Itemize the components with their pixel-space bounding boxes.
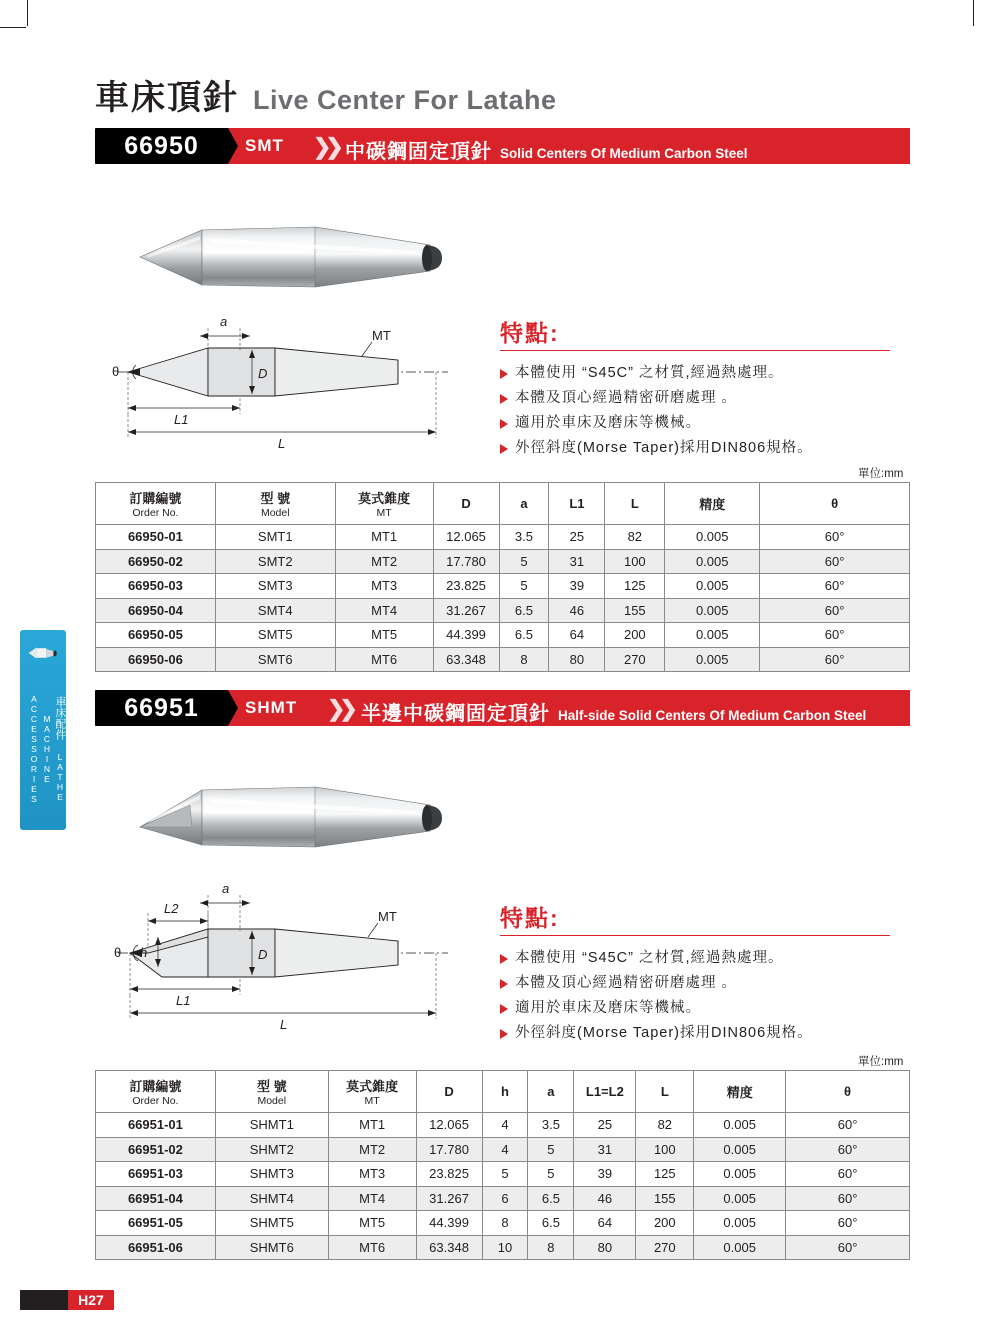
- col-mt: 莫式錐度 MT: [328, 1071, 416, 1113]
- cell-l: 200: [636, 1211, 694, 1236]
- drawing-label-a: a: [220, 314, 228, 329]
- cell-l1: 31: [549, 549, 605, 574]
- cell-accuracy: 0.005: [665, 574, 760, 599]
- cell-model: SMT6: [215, 647, 335, 672]
- table-row: [96, 574, 910, 599]
- section-banner-66951: [95, 690, 910, 726]
- feature-text: 本體及頂心經過精密研磨處理 。: [515, 390, 738, 406]
- bullet-triangle-icon: [500, 1029, 508, 1039]
- table-row: [96, 1235, 910, 1260]
- cell-l1: 46: [549, 598, 605, 623]
- cell-model: SMT2: [215, 549, 335, 574]
- cell-l1-l2: 64: [574, 1211, 636, 1236]
- cell-order-no: 66950-06: [96, 647, 216, 672]
- table-row: [96, 549, 910, 574]
- section-code-badge: 66951: [95, 690, 228, 726]
- drawing-label-theta: θ: [114, 945, 122, 960]
- features-list: [500, 361, 910, 461]
- cell-a: 5: [499, 549, 549, 574]
- section-code-badge: 66950: [95, 128, 228, 164]
- section-title-cn: 中碳鋼固定頂針: [345, 141, 492, 163]
- cell-d: 63.348: [416, 1235, 482, 1260]
- cell-theta: 60°: [760, 623, 910, 648]
- cell-order-no: 66951-02: [96, 1137, 216, 1162]
- cell-h: 4: [482, 1137, 528, 1162]
- section-banner-66950: [95, 128, 910, 164]
- cell-h: 5: [482, 1162, 528, 1187]
- drawing-label-theta: θ: [112, 364, 120, 379]
- cell-d: 31.267: [433, 598, 499, 623]
- cell-d: 17.780: [433, 549, 499, 574]
- cell-accuracy: 0.005: [694, 1113, 786, 1138]
- cell-d: 23.825: [416, 1162, 482, 1187]
- col-d: D: [433, 483, 499, 525]
- technical-drawing-shmt: [100, 875, 480, 1040]
- col-accuracy: 精度: [694, 1071, 786, 1113]
- feature-text: 適用於車床及磨床等機械。: [515, 415, 701, 431]
- cell-accuracy: 0.005: [694, 1211, 786, 1236]
- cell-order-no: 66951-04: [96, 1186, 216, 1211]
- cell-l: 270: [605, 647, 665, 672]
- cell-theta: 60°: [786, 1137, 910, 1162]
- features-block-66950: [500, 315, 910, 461]
- cell-l1-l2: 80: [574, 1235, 636, 1260]
- cell-mt: MT2: [335, 549, 433, 574]
- col-a: a: [499, 483, 549, 525]
- spec-table-66951: [95, 1070, 910, 1260]
- page-footer: [20, 1290, 114, 1310]
- drawing-label-l2: L2: [164, 901, 179, 916]
- col-accuracy: 精度: [665, 483, 760, 525]
- cell-theta: 60°: [786, 1211, 910, 1236]
- crop-mark-top-left: [27, 0, 28, 26]
- cell-model: SMT1: [215, 525, 335, 550]
- col-d: D: [416, 1071, 482, 1113]
- feature-item: [500, 1021, 910, 1046]
- side-tab-en: LATHE MACHINE ACCESSORIES: [29, 693, 65, 804]
- feature-item: [500, 361, 910, 386]
- cell-mt: MT1: [335, 525, 433, 550]
- cell-accuracy: 0.005: [665, 647, 760, 672]
- cell-mt: MT6: [335, 647, 433, 672]
- cell-l: 82: [605, 525, 665, 550]
- col-theta: θ: [760, 483, 910, 525]
- cell-accuracy: 0.005: [694, 1162, 786, 1187]
- cell-order-no: 66950-02: [96, 549, 216, 574]
- section-title-cn: 半邊中碳鋼固定頂針: [361, 703, 550, 725]
- cell-theta: 60°: [786, 1113, 910, 1138]
- cell-a: 6.5: [499, 623, 549, 648]
- cell-l1-l2: 46: [574, 1186, 636, 1211]
- drawing-label-h: h: [140, 945, 148, 960]
- features-rule: [500, 935, 890, 936]
- cell-model: SMT4: [215, 598, 335, 623]
- col-model: 型 號 Model: [215, 1071, 328, 1113]
- feature-item: [500, 411, 910, 436]
- cell-h: 10: [482, 1235, 528, 1260]
- cell-model: SHMT1: [215, 1113, 328, 1138]
- cell-h: 8: [482, 1211, 528, 1236]
- cell-model: SHMT4: [215, 1186, 328, 1211]
- feature-text: 本體及頂心經過精密研磨處理 。: [515, 975, 738, 991]
- cell-theta: 60°: [760, 574, 910, 599]
- cell-d: 12.065: [433, 525, 499, 550]
- cell-order-no: 66950-05: [96, 623, 216, 648]
- crop-mark-top-left-h: [0, 27, 26, 28]
- features-list: [500, 946, 910, 1046]
- cell-model: SHMT5: [215, 1211, 328, 1236]
- feature-item: [500, 946, 910, 971]
- table-row: [96, 1186, 910, 1211]
- cell-mt: MT4: [328, 1186, 416, 1211]
- section-model-tag: SMT: [245, 136, 284, 155]
- unit-label-2: 單位:mm: [858, 1056, 904, 1068]
- col-mt: 莫式錐度 MT: [335, 483, 433, 525]
- cell-d: 12.065: [416, 1113, 482, 1138]
- feature-text: 外徑斜度(Morse Taper)採用DIN806規格。: [515, 440, 813, 456]
- col-order-no: 訂購編號 Order No.: [96, 483, 216, 525]
- cell-theta: 60°: [786, 1235, 910, 1260]
- cell-d: 23.825: [433, 574, 499, 599]
- cell-l1-l2: 39: [574, 1162, 636, 1187]
- cell-mt: MT5: [335, 623, 433, 648]
- bullet-triangle-icon: [500, 979, 508, 989]
- cell-a: 5: [528, 1162, 574, 1187]
- cell-l1-l2: 25: [574, 1113, 636, 1138]
- cell-accuracy: 0.005: [665, 525, 760, 550]
- cell-l1: 80: [549, 647, 605, 672]
- col-l1-l2: L1=L2: [574, 1071, 636, 1113]
- cell-a: 8: [528, 1235, 574, 1260]
- table-row: [96, 525, 910, 550]
- table-row: [96, 598, 910, 623]
- cell-order-no: 66950-04: [96, 598, 216, 623]
- crop-mark-top-right: [973, 0, 974, 26]
- cell-model: SHMT3: [215, 1162, 328, 1187]
- cell-a: 3.5: [528, 1113, 574, 1138]
- drawing-label-d: D: [258, 947, 268, 962]
- cell-l1: 25: [549, 525, 605, 550]
- drawing-label-l1: L1: [174, 412, 189, 427]
- cell-l1: 39: [549, 574, 605, 599]
- cell-model: SHMT2: [215, 1137, 328, 1162]
- feature-text: 適用於車床及磨床等機械。: [515, 1000, 701, 1016]
- bullet-triangle-icon: [500, 369, 508, 379]
- feature-item: [500, 436, 910, 461]
- table-row: [96, 623, 910, 648]
- cell-order-no: 66951-01: [96, 1113, 216, 1138]
- cell-l: 100: [636, 1137, 694, 1162]
- table-row: [96, 1137, 910, 1162]
- cell-d: 44.399: [433, 623, 499, 648]
- table-row: [96, 1113, 910, 1138]
- chevron-right-icon: ❯❯: [327, 696, 352, 721]
- page-title: [95, 70, 557, 119]
- section-titles: [345, 128, 748, 164]
- side-tab-cn: 車床配件: [54, 695, 66, 740]
- section-titles: [361, 690, 866, 726]
- cell-l: 155: [605, 598, 665, 623]
- cell-order-no: 66951-06: [96, 1235, 216, 1260]
- bullet-triangle-icon: [500, 1004, 508, 1014]
- bullet-triangle-icon: [500, 419, 508, 429]
- col-l: L: [605, 483, 665, 525]
- cell-h: 4: [482, 1113, 528, 1138]
- drawing-label-l: L: [280, 1017, 288, 1032]
- cell-mt: MT3: [335, 574, 433, 599]
- cell-model: SMT3: [215, 574, 335, 599]
- drawing-label-l1: L1: [176, 993, 191, 1008]
- feature-text: 本體使用 “S45C” 之材質,經過熱處理。: [515, 365, 784, 381]
- features-rule: [500, 350, 890, 351]
- cell-a: 3.5: [499, 525, 549, 550]
- table-row: [96, 1211, 910, 1236]
- cell-l1: 64: [549, 623, 605, 648]
- cell-a: 6.5: [499, 598, 549, 623]
- technical-drawing-smt: [100, 310, 480, 460]
- cell-a: 6.5: [528, 1211, 574, 1236]
- cell-accuracy: 0.005: [665, 623, 760, 648]
- features-title: 特點:: [500, 320, 560, 346]
- cell-order-no: 66950-03: [96, 574, 216, 599]
- unit-label-1: 單位:mm: [858, 468, 904, 480]
- col-model: 型 號 Model: [215, 483, 335, 525]
- cell-order-no: 66951-03: [96, 1162, 216, 1187]
- cell-d: 17.780: [416, 1137, 482, 1162]
- cell-l: 100: [605, 549, 665, 574]
- cell-mt: MT3: [328, 1162, 416, 1187]
- cell-mt: MT4: [335, 598, 433, 623]
- col-theta: θ: [786, 1071, 910, 1113]
- cell-theta: 60°: [760, 598, 910, 623]
- feature-item: [500, 386, 910, 411]
- drawing-label-a: a: [222, 881, 230, 896]
- cell-theta: 60°: [760, 647, 910, 672]
- page-title-cn: 車床頂針: [95, 79, 239, 117]
- drawing-label-mt: MT: [372, 328, 391, 343]
- feature-text: 本體使用 “S45C” 之材質,經過熱處理。: [515, 950, 784, 966]
- drawing-label-d: D: [258, 366, 268, 381]
- table-row: [96, 1162, 910, 1187]
- section-title-en: Half-side Solid Centers Of Medium Carbon Steel: [558, 708, 867, 723]
- cell-accuracy: 0.005: [694, 1186, 786, 1211]
- cell-mt: MT6: [328, 1235, 416, 1260]
- side-tab-category[interactable]: [20, 630, 66, 830]
- page-title-en: Live Center For Latahe: [253, 85, 557, 115]
- product-photo-smt: [130, 205, 490, 305]
- bullet-triangle-icon: [500, 394, 508, 404]
- cell-accuracy: 0.005: [694, 1235, 786, 1260]
- cell-l: 270: [636, 1235, 694, 1260]
- cell-model: SMT5: [215, 623, 335, 648]
- cell-l: 125: [636, 1162, 694, 1187]
- cell-a: 6.5: [528, 1186, 574, 1211]
- drawing-label-mt: MT: [378, 909, 397, 924]
- col-h: h: [482, 1071, 528, 1113]
- feature-item: [500, 971, 910, 996]
- table-row: [96, 647, 910, 672]
- table-header-row: [96, 483, 910, 525]
- cell-accuracy: 0.005: [694, 1137, 786, 1162]
- cell-l1-l2: 31: [574, 1137, 636, 1162]
- col-a: a: [528, 1071, 574, 1113]
- cell-theta: 60°: [786, 1162, 910, 1187]
- footer-page-code: H27: [68, 1290, 114, 1310]
- cell-h: 6: [482, 1186, 528, 1211]
- side-tab-text: [20, 676, 66, 821]
- table-header-row: [96, 1071, 910, 1113]
- cell-d: 63.348: [433, 647, 499, 672]
- cell-l: 82: [636, 1113, 694, 1138]
- feature-text: 外徑斜度(Morse Taper)採用DIN806規格。: [515, 1025, 813, 1041]
- bullet-triangle-icon: [500, 444, 508, 454]
- cell-accuracy: 0.005: [665, 549, 760, 574]
- cell-l: 155: [636, 1186, 694, 1211]
- features-block-66951: [500, 900, 910, 1046]
- cell-l: 125: [605, 574, 665, 599]
- cell-accuracy: 0.005: [665, 598, 760, 623]
- spec-table-66950: [95, 482, 910, 672]
- live-center-icon: [27, 640, 59, 666]
- cell-model: SHMT6: [215, 1235, 328, 1260]
- col-order-no: 訂購編號 Order No.: [96, 1071, 216, 1113]
- cell-order-no: 66951-05: [96, 1211, 216, 1236]
- col-l: L: [636, 1071, 694, 1113]
- cell-mt: MT5: [328, 1211, 416, 1236]
- cell-a: 8: [499, 647, 549, 672]
- cell-order-no: 66950-01: [96, 525, 216, 550]
- bullet-triangle-icon: [500, 954, 508, 964]
- cell-mt: MT2: [328, 1137, 416, 1162]
- cell-mt: MT1: [328, 1113, 416, 1138]
- footer-black-block: [20, 1290, 68, 1310]
- chevron-right-icon: ❯❯: [313, 134, 338, 159]
- cell-theta: 60°: [760, 549, 910, 574]
- cell-a: 5: [528, 1137, 574, 1162]
- section-model-tag: SHMT: [245, 698, 298, 717]
- col-l1: L1: [549, 483, 605, 525]
- product-photo-shmt: [130, 765, 490, 865]
- cell-a: 5: [499, 574, 549, 599]
- features-title: 特點:: [500, 905, 560, 931]
- drawing-label-l: L: [278, 436, 286, 451]
- section-title-en: Solid Centers Of Medium Carbon Steel: [500, 146, 748, 161]
- cell-theta: 60°: [786, 1186, 910, 1211]
- cell-l: 200: [605, 623, 665, 648]
- cell-d: 44.399: [416, 1211, 482, 1236]
- cell-theta: 60°: [760, 525, 910, 550]
- cell-d: 31.267: [416, 1186, 482, 1211]
- feature-item: [500, 996, 910, 1021]
